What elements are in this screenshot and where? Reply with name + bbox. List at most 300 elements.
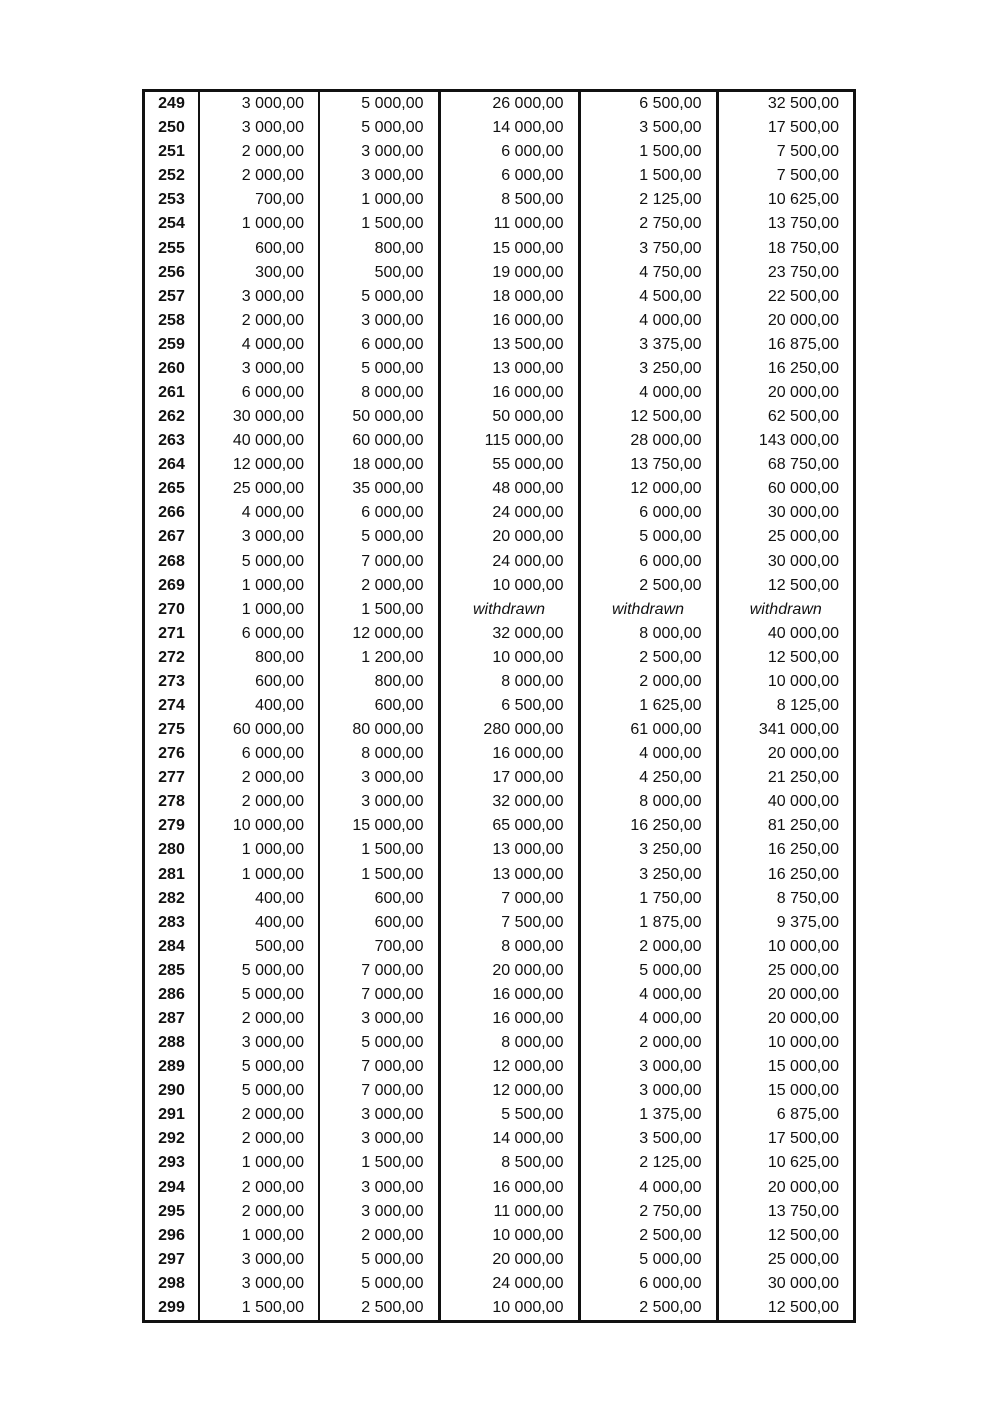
table-row [145,1103,853,1127]
amount-cell-4: 1 750,00 [579,887,717,911]
table-row [145,670,853,694]
amount-cell-5: 20 000,00 [717,1176,853,1200]
data-table-frame [142,89,856,1323]
amount-cell-1: 25 000,00 [199,477,319,501]
amount-cell-3: 10 000,00 [439,574,579,598]
amount-cell-3: 65 000,00 [439,814,579,838]
table-row [145,935,853,959]
item-number-cell: 268 [158,552,185,570]
amount-cell-1: 5 000,00 [199,549,319,573]
amount-cell-2: 60 000,00 [319,429,439,453]
amount-cell-3: 11 000,00 [439,212,579,236]
amount-cell-1: 600,00 [199,670,319,694]
amount-cell-1: 1 000,00 [199,1151,319,1175]
table-row [145,718,853,742]
item-number-cell: 292 [158,1130,185,1148]
item-number-cell: 262 [158,408,185,426]
amount-cell-1: 800,00 [199,646,319,670]
amount-cell-1: 5 000,00 [199,959,319,983]
amount-cell-5: 341 000,00 [717,718,853,742]
amount-cell-5: 15 000,00 [717,1079,853,1103]
amount-cell-1: 6 000,00 [199,381,319,405]
amount-cell-3: 8 000,00 [439,935,579,959]
item-number-cell: 257 [158,287,185,305]
amount-cell-5: 12 500,00 [717,646,853,670]
item-number-cell: 279 [158,817,185,835]
item-number-cell: 265 [158,480,185,498]
table-row [145,598,853,622]
amount-cell-5: 10 625,00 [717,188,853,212]
table-row [145,1176,853,1200]
amount-cell-2: 6 000,00 [319,333,439,357]
amount-cell-2: 18 000,00 [319,453,439,477]
table-row [145,646,853,670]
item-number-cell: 290 [158,1082,185,1100]
amount-cell-2: 5 000,00 [319,525,439,549]
amount-cell-3: 24 000,00 [439,501,579,525]
table-row [145,453,853,477]
amount-cell-3: 18 000,00 [439,285,579,309]
amount-cell-1: 1 000,00 [199,212,319,236]
amount-cell-1: 5 000,00 [199,1079,319,1103]
amount-cell-3: 16 000,00 [439,1176,579,1200]
amount-cell-2: 1 500,00 [319,598,439,622]
amount-cell-2: 500,00 [319,261,439,285]
item-number-cell: 299 [158,1298,185,1316]
item-number-cell: 284 [158,937,185,955]
item-number-cell: 260 [158,359,185,377]
amount-cell-1: 3 000,00 [199,1031,319,1055]
table-row [145,1055,853,1079]
amount-cell-5: 23 750,00 [717,261,853,285]
amount-cell-4: 4 750,00 [579,261,717,285]
item-number-cell: 278 [158,793,185,811]
amount-cell-4: 3 500,00 [579,1127,717,1151]
table-row [145,838,853,862]
table-row [145,309,853,333]
item-number-cell: 275 [158,721,185,739]
amount-cell-4: 1 375,00 [579,1103,717,1127]
item-number-cell: 272 [158,648,185,666]
amount-cell-2: 800,00 [319,236,439,260]
amount-cell-2: 7 000,00 [319,1055,439,1079]
amount-cell-2: 3 000,00 [319,1103,439,1127]
amount-cell-1: 3 000,00 [199,357,319,381]
table-row [145,525,853,549]
table-row [145,92,853,116]
amount-cell-5: 7 500,00 [717,164,853,188]
item-number-cell: 289 [158,1058,185,1076]
table-row [145,1151,853,1175]
table-row [145,381,853,405]
table-row [145,1272,853,1296]
amount-cell-1: 3 000,00 [199,116,319,140]
amount-cell-1: 2 000,00 [199,1200,319,1224]
amount-cell-5: 10 000,00 [717,670,853,694]
amount-cell-5: 12 500,00 [717,1224,853,1248]
amount-cell-3: 15 000,00 [439,236,579,260]
amount-cell-5: 10 000,00 [717,935,853,959]
amount-cell-1: 2 000,00 [199,1127,319,1151]
item-number-cell: 255 [158,239,185,257]
table-row [145,622,853,646]
item-number-cell: 276 [158,745,185,763]
amount-cell-5: 20 000,00 [717,742,853,766]
amount-cell-2: 5 000,00 [319,285,439,309]
amount-cell-3: 13 500,00 [439,333,579,357]
amount-cell-4: 3 000,00 [579,1055,717,1079]
amount-cell-5: 40 000,00 [717,622,853,646]
amount-cell-5: 17 500,00 [717,116,853,140]
table-row [145,501,853,525]
table-row [145,574,853,598]
amount-cell-4: 4 000,00 [579,381,717,405]
amount-cell-3: 12 000,00 [439,1079,579,1103]
amount-cell-3: 7 500,00 [439,911,579,935]
amount-cell-4: 2 000,00 [579,935,717,959]
amount-cell-5: 13 750,00 [717,1200,853,1224]
amount-cell-2: 2 500,00 [319,1296,439,1320]
amount-cell-5: 81 250,00 [717,814,853,838]
amount-cell-1: 3 000,00 [199,525,319,549]
amount-cell-2: 2 000,00 [319,1224,439,1248]
amount-cell-4: 2 750,00 [579,212,717,236]
amount-cell-5: 30 000,00 [717,549,853,573]
amount-cell-2: 600,00 [319,887,439,911]
amount-cell-4: 6 500,00 [579,92,717,116]
amount-cell-3: 24 000,00 [439,549,579,573]
amount-cell-1: 30 000,00 [199,405,319,429]
amount-cell-5: 32 500,00 [717,92,853,116]
amount-cell-4: 1 625,00 [579,694,717,718]
amount-cell-4: 3 250,00 [579,863,717,887]
item-number-cell: 280 [158,841,185,859]
amount-cell-4: 8 000,00 [579,790,717,814]
amount-cell-2: 1 500,00 [319,212,439,236]
item-number-cell: 258 [158,311,185,329]
amount-cell-3: 5 500,00 [439,1103,579,1127]
table-row [145,188,853,212]
amount-cell-4: 2 500,00 [579,646,717,670]
amount-cell-4: 4 000,00 [579,742,717,766]
amount-cell-2: 5 000,00 [319,357,439,381]
item-number-cell: 285 [158,961,185,979]
amount-cell-4: 12 000,00 [579,477,717,501]
amount-cell-4: 4 000,00 [579,983,717,1007]
amount-cell-2: 7 000,00 [319,549,439,573]
amount-cell-3: 16 000,00 [439,309,579,333]
table-row [145,333,853,357]
amount-cell-3: 16 000,00 [439,742,579,766]
amount-cell-5: 60 000,00 [717,477,853,501]
table-row [145,285,853,309]
item-number-cell: 295 [158,1202,185,1220]
amount-cell-5: 10 625,00 [717,1151,853,1175]
amount-cell-1: 6 000,00 [199,622,319,646]
table-row [145,1224,853,1248]
amount-cell-5: 68 750,00 [717,453,853,477]
amount-cell-3: 8 500,00 [439,1151,579,1175]
table-body [145,92,853,1320]
table-row [145,140,853,164]
amount-cell-5: 62 500,00 [717,405,853,429]
amount-cell-3: 8 500,00 [439,188,579,212]
table-row [145,405,853,429]
amount-cell-1: 3 000,00 [199,1272,319,1296]
amount-cell-2: 1 000,00 [319,188,439,212]
amount-cell-2: 3 000,00 [319,1007,439,1031]
amount-cell-2: 5 000,00 [319,92,439,116]
amount-cell-3: 6 500,00 [439,694,579,718]
amount-cell-1: 2 000,00 [199,1176,319,1200]
amount-cell-5: 20 000,00 [717,983,853,1007]
amount-cell-1: 300,00 [199,261,319,285]
amount-cell-5: 15 000,00 [717,1055,853,1079]
item-number-cell: 261 [158,383,185,401]
amount-cell-5: 22 500,00 [717,285,853,309]
item-number-cell: 286 [158,985,185,1003]
item-number-cell: 271 [158,624,185,642]
amount-cell-2: 35 000,00 [319,477,439,501]
amount-cell-2: 8 000,00 [319,742,439,766]
item-number-cell: 287 [158,1010,185,1027]
amount-cell-2: 3 000,00 [319,1127,439,1151]
amount-cell-1: 3 000,00 [199,92,319,116]
item-number-cell: 251 [158,143,185,161]
amount-cell-1: 2 000,00 [199,1103,319,1127]
amount-cell-4: 6 000,00 [579,501,717,525]
amount-cell-5: 20 000,00 [717,381,853,405]
amount-cell-4: 3 250,00 [579,838,717,862]
table-row [145,236,853,260]
amount-cell-1: 400,00 [199,694,319,718]
table-row [145,357,853,381]
amount-cell-3: 19 000,00 [439,261,579,285]
table-row [145,1031,853,1055]
item-number-cell: 256 [158,263,185,281]
data-table [145,92,853,1320]
amount-cell-1: 2 000,00 [199,766,319,790]
amount-cell-3: 10 000,00 [439,646,579,670]
amount-cell-2: 3 000,00 [319,766,439,790]
amount-cell-5: 143 000,00 [717,429,853,453]
amount-cell-2: 5 000,00 [319,1031,439,1055]
table-row [145,1127,853,1151]
amount-cell-1: 2 000,00 [199,309,319,333]
amount-cell-3: 14 000,00 [439,116,579,140]
amount-cell-3: 20 000,00 [439,525,579,549]
amount-cell-1: 3 000,00 [199,285,319,309]
amount-cell-1: 1 000,00 [199,863,319,887]
amount-cell-5: 30 000,00 [717,1272,853,1296]
amount-cell-2: 80 000,00 [319,718,439,742]
amount-cell-1: 12 000,00 [199,453,319,477]
amount-cell-2: 1 200,00 [319,646,439,670]
table-row [145,766,853,790]
amount-cell-3: 14 000,00 [439,1127,579,1151]
amount-cell-5: 12 500,00 [717,1296,853,1320]
amount-cell-2: 3 000,00 [319,790,439,814]
amount-cell-5: 6 875,00 [717,1103,853,1127]
table-row [145,1296,853,1320]
item-number-cell: 274 [158,696,185,714]
table-row [145,549,853,573]
amount-cell-5: 25 000,00 [717,525,853,549]
amount-cell-4: 2 000,00 [579,670,717,694]
amount-cell-4: 3 375,00 [579,333,717,357]
amount-cell-2: 700,00 [319,935,439,959]
amount-cell-2: 50 000,00 [319,405,439,429]
amount-cell-1: 10 000,00 [199,814,319,838]
amount-cell-5: 25 000,00 [717,959,853,983]
amount-cell-1: 400,00 [199,887,319,911]
amount-cell-5: 8 750,00 [717,887,853,911]
table-row [145,1007,853,1031]
amount-cell-3: 55 000,00 [439,453,579,477]
table-row [145,261,853,285]
item-number-cell: 273 [158,672,185,690]
amount-cell-3: 6 000,00 [439,164,579,188]
amount-cell-3: 7 000,00 [439,887,579,911]
item-number-cell: 283 [158,913,185,931]
amount-cell-3: 13 000,00 [439,357,579,381]
table-row [145,694,853,718]
amount-cell-1: 2 000,00 [199,790,319,814]
amount-cell-5: 17 500,00 [717,1127,853,1151]
amount-cell-4: 61 000,00 [579,718,717,742]
amount-cell-3: 8 000,00 [439,1031,579,1055]
amount-cell-2: 15 000,00 [319,814,439,838]
amount-cell-4: 6 000,00 [579,1272,717,1296]
item-number-cell: 296 [158,1226,185,1244]
amount-cell-4: 4 000,00 [579,1176,717,1200]
item-number-cell: 291 [158,1106,185,1124]
amount-cell-4: 4 500,00 [579,285,717,309]
amount-cell-5: 16 250,00 [717,838,853,862]
amount-cell-5: 13 750,00 [717,212,853,236]
table-row [145,983,853,1007]
amount-cell-4: 4 000,00 [579,1007,717,1031]
amount-cell-3: 13 000,00 [439,838,579,862]
table-row [145,212,853,236]
amount-cell-5: 16 875,00 [717,333,853,357]
table-row [145,429,853,453]
amount-cell-4: 2 125,00 [579,188,717,212]
amount-cell-3: 12 000,00 [439,1055,579,1079]
amount-cell-4: 2 500,00 [579,574,717,598]
amount-cell-4: 8 000,00 [579,622,717,646]
amount-cell-1: 1 000,00 [199,598,319,622]
amount-cell-1: 1 000,00 [199,1224,319,1248]
amount-cell-1: 500,00 [199,935,319,959]
amount-cell-3: 20 000,00 [439,1248,579,1272]
amount-cell-2: 6 000,00 [319,501,439,525]
amount-cell-4: withdrawn [579,598,717,622]
table-row [145,959,853,983]
amount-cell-2: 5 000,00 [319,1272,439,1296]
table-row [145,477,853,501]
item-number-cell: 270 [158,600,185,618]
amount-cell-3: 13 000,00 [439,863,579,887]
amount-cell-5: 16 250,00 [717,357,853,381]
amount-cell-3: 48 000,00 [439,477,579,501]
item-number-cell: 252 [158,167,185,185]
amount-cell-2: 3 000,00 [319,1176,439,1200]
table-row [145,116,853,140]
amount-cell-2: 600,00 [319,694,439,718]
item-number-cell: 298 [158,1274,185,1292]
amount-cell-2: 3 000,00 [319,309,439,333]
item-number-cell: 269 [158,576,185,594]
amount-cell-5: 10 000,00 [717,1031,853,1055]
amount-cell-2: 7 000,00 [319,1079,439,1103]
item-number-cell: 293 [158,1154,185,1172]
item-number-cell: 266 [158,504,185,522]
amount-cell-5: withdrawn [717,598,853,622]
amount-cell-5: 40 000,00 [717,790,853,814]
item-number-cell: 249 [158,95,185,113]
table-row [145,790,853,814]
amount-cell-5: 20 000,00 [717,309,853,333]
amount-cell-1: 1 000,00 [199,574,319,598]
amount-cell-1: 5 000,00 [199,1055,319,1079]
amount-cell-4: 1 500,00 [579,140,717,164]
amount-cell-3: 280 000,00 [439,718,579,742]
amount-cell-2: 1 500,00 [319,863,439,887]
amount-cell-1: 2 000,00 [199,1007,319,1031]
amount-cell-1: 60 000,00 [199,718,319,742]
amount-cell-4: 1 500,00 [579,164,717,188]
table-row [145,1248,853,1272]
amount-cell-1: 700,00 [199,188,319,212]
amount-cell-4: 2 000,00 [579,1031,717,1055]
amount-cell-5: 25 000,00 [717,1248,853,1272]
table-row [145,164,853,188]
amount-cell-4: 6 000,00 [579,549,717,573]
amount-cell-1: 4 000,00 [199,333,319,357]
amount-cell-3: 26 000,00 [439,92,579,116]
amount-cell-2: 800,00 [319,670,439,694]
amount-cell-5: 12 500,00 [717,574,853,598]
table-row [145,887,853,911]
item-number-cell: 288 [158,1034,185,1052]
amount-cell-2: 7 000,00 [319,983,439,1007]
amount-cell-1: 2 000,00 [199,140,319,164]
amount-cell-3: 115 000,00 [439,429,579,453]
amount-cell-4: 5 000,00 [579,959,717,983]
amount-cell-4: 4 250,00 [579,766,717,790]
amount-cell-4: 3 500,00 [579,116,717,140]
amount-cell-1: 6 000,00 [199,742,319,766]
amount-cell-2: 1 500,00 [319,838,439,862]
amount-cell-1: 400,00 [199,911,319,935]
amount-cell-4: 3 250,00 [579,357,717,381]
amount-cell-4: 16 250,00 [579,814,717,838]
amount-cell-4: 2 500,00 [579,1296,717,1320]
amount-cell-4: 28 000,00 [579,429,717,453]
amount-cell-4: 3 000,00 [579,1079,717,1103]
amount-cell-2: 1 500,00 [319,1151,439,1175]
amount-cell-3: 24 000,00 [439,1272,579,1296]
amount-cell-3: 50 000,00 [439,405,579,429]
amount-cell-4: 5 000,00 [579,525,717,549]
amount-cell-1: 600,00 [199,236,319,260]
amount-cell-5: 8 125,00 [717,694,853,718]
amount-cell-4: 3 750,00 [579,236,717,260]
amount-cell-5: 21 250,00 [717,766,853,790]
amount-cell-1: 40 000,00 [199,429,319,453]
item-number-cell: 297 [158,1250,185,1268]
